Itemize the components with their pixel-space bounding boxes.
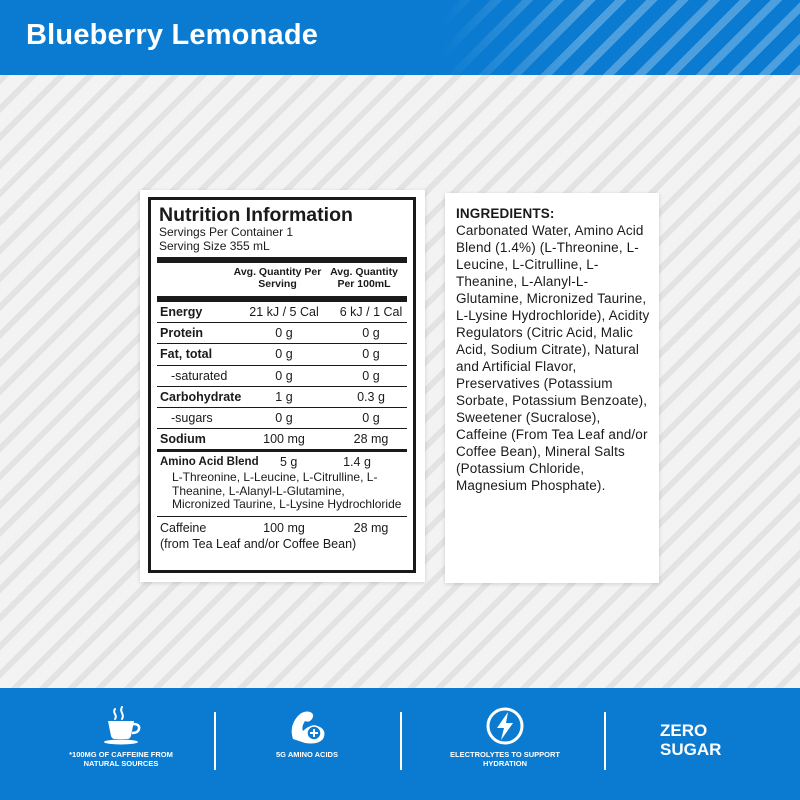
nutrient-per-serving: 0 g	[275, 411, 293, 426]
feature-amino	[242, 704, 372, 759]
nutrient-name: Sodium	[160, 432, 206, 447]
nutrient-name: Protein	[160, 326, 204, 341]
amino-acid-list: L-Threonine, L-Leucine, L-Citrulline, L-Theanine, L-Alanyl-L-Glutamine, Micronized Taurine, L-Lysine Hydrochloride	[172, 470, 402, 511]
nutrient-name: -sugars	[171, 411, 213, 426]
amino-name: Amino Acid Blend	[160, 455, 259, 468]
feature-caffeine	[56, 704, 186, 768]
header-banner	[0, 0, 800, 75]
nutrient-row-sodium	[151, 429, 413, 449]
nutrient-row-energy	[151, 302, 413, 322]
nutrient-per-100ml: 0.3 g	[357, 389, 385, 404]
ingredients-panel	[456, 205, 652, 494]
feature-electrolytes	[440, 704, 570, 768]
col-per-serving: Avg. Quantity Per Serving	[233, 266, 322, 290]
ingredients-text: Carbonated Water, Amino Acid Blend (1.4%) (L-Threonine, L-Leucine, L-Citrulline, L-Theanine, L-Alanyl-L-Glutamine, Micronized Taurine, L-Lysine Hydrochloride), Acidity Regulators (Citric Acid, Malic Acid, Sodium Citrate), Natural and Artificial Flavor, Preservatives (Potassium Sorbate, Potassium Benzoate), Sweetener (Sucralose), Caffeine (From Tea Leaf and/or Coffee Bean), Mineral Salts (Potassium Chloride, Magnesium Phosphate).	[456, 223, 650, 493]
nutrient-row-protein	[151, 323, 413, 343]
nutrition-title: Nutrition Information	[159, 204, 353, 226]
nutrient-per-serving: 1 g	[275, 389, 293, 404]
nutrient-per-serving: 0 g	[275, 326, 293, 341]
sugar-text: SUGAR	[660, 740, 722, 759]
coffee-cup-icon	[56, 704, 186, 748]
nutrient-row-saturated	[151, 366, 413, 386]
row-divider	[157, 516, 407, 517]
ingredients-heading: INGREDIENTS:	[456, 206, 555, 221]
caffeine-source-note: (from Tea Leaf and/or Coffee Bean)	[160, 536, 357, 551]
footer-divider	[604, 712, 606, 770]
nutrient-name: Carbohydrate	[160, 389, 242, 404]
amino-per-serving: 5 g	[280, 454, 298, 469]
serving-size: Serving Size 355 mL	[159, 238, 270, 253]
nutrient-per-100ml: 0 g	[362, 411, 380, 426]
amino-feature-label: 5G AMINO ACIDS	[276, 750, 338, 759]
nutrient-per-100ml: 28 mg	[353, 432, 389, 447]
nutrient-per-serving: 0 g	[275, 347, 293, 362]
nutrient-name: Fat, total	[160, 347, 213, 362]
nutrient-row-carbohydrate	[151, 387, 413, 407]
column-headers	[151, 263, 413, 296]
nutrient-per-100ml: 0 g	[362, 326, 380, 341]
nutrient-row-fat	[151, 344, 413, 364]
nutrient-per-100ml: 0 g	[362, 368, 380, 383]
nutrient-name: Energy	[160, 305, 203, 320]
amino-acid-row	[151, 452, 413, 471]
col-per-100ml: Avg. Quantity Per 100mL	[330, 266, 398, 290]
caffeine-feature-label: *100MG OF CAFFEINE FROM NATURAL SOURCES	[69, 750, 173, 768]
footer-divider	[400, 712, 402, 770]
zero-sugar-badge	[660, 721, 721, 759]
caffeine-per-serving: 100 mg	[263, 520, 305, 535]
nutrient-per-100ml: 6 kJ / 1 Cal	[339, 305, 403, 320]
nutrition-panel	[148, 197, 416, 573]
nutrient-name: -saturated	[171, 368, 228, 383]
servings-per-container: Servings Per Container 1	[159, 225, 294, 239]
nutrient-per-serving: 0 g	[275, 368, 293, 383]
footer-divider	[214, 712, 216, 770]
caffeine-name: Caffeine	[160, 520, 207, 535]
header-stripes	[440, 0, 800, 75]
nutrient-per-serving: 21 kJ / 5 Cal	[249, 305, 319, 320]
lightning-bolt-icon	[440, 704, 570, 748]
zero-text: ZERO	[660, 721, 708, 740]
nutrient-row-sugars	[151, 408, 413, 428]
flexed-arm-icon	[242, 704, 372, 748]
caffeine-per-100ml: 28 mg	[353, 520, 389, 535]
nutrient-per-100ml: 0 g	[362, 347, 380, 362]
page-title: Blueberry Lemonade	[26, 19, 319, 51]
nutrient-per-serving: 100 mg	[263, 432, 305, 447]
electrolytes-feature-label: ELECTROLYTES TO SUPPORT HYDRATION	[449, 750, 561, 768]
amino-per-100ml: 1.4 g	[343, 454, 371, 469]
caffeine-row	[151, 519, 413, 537]
